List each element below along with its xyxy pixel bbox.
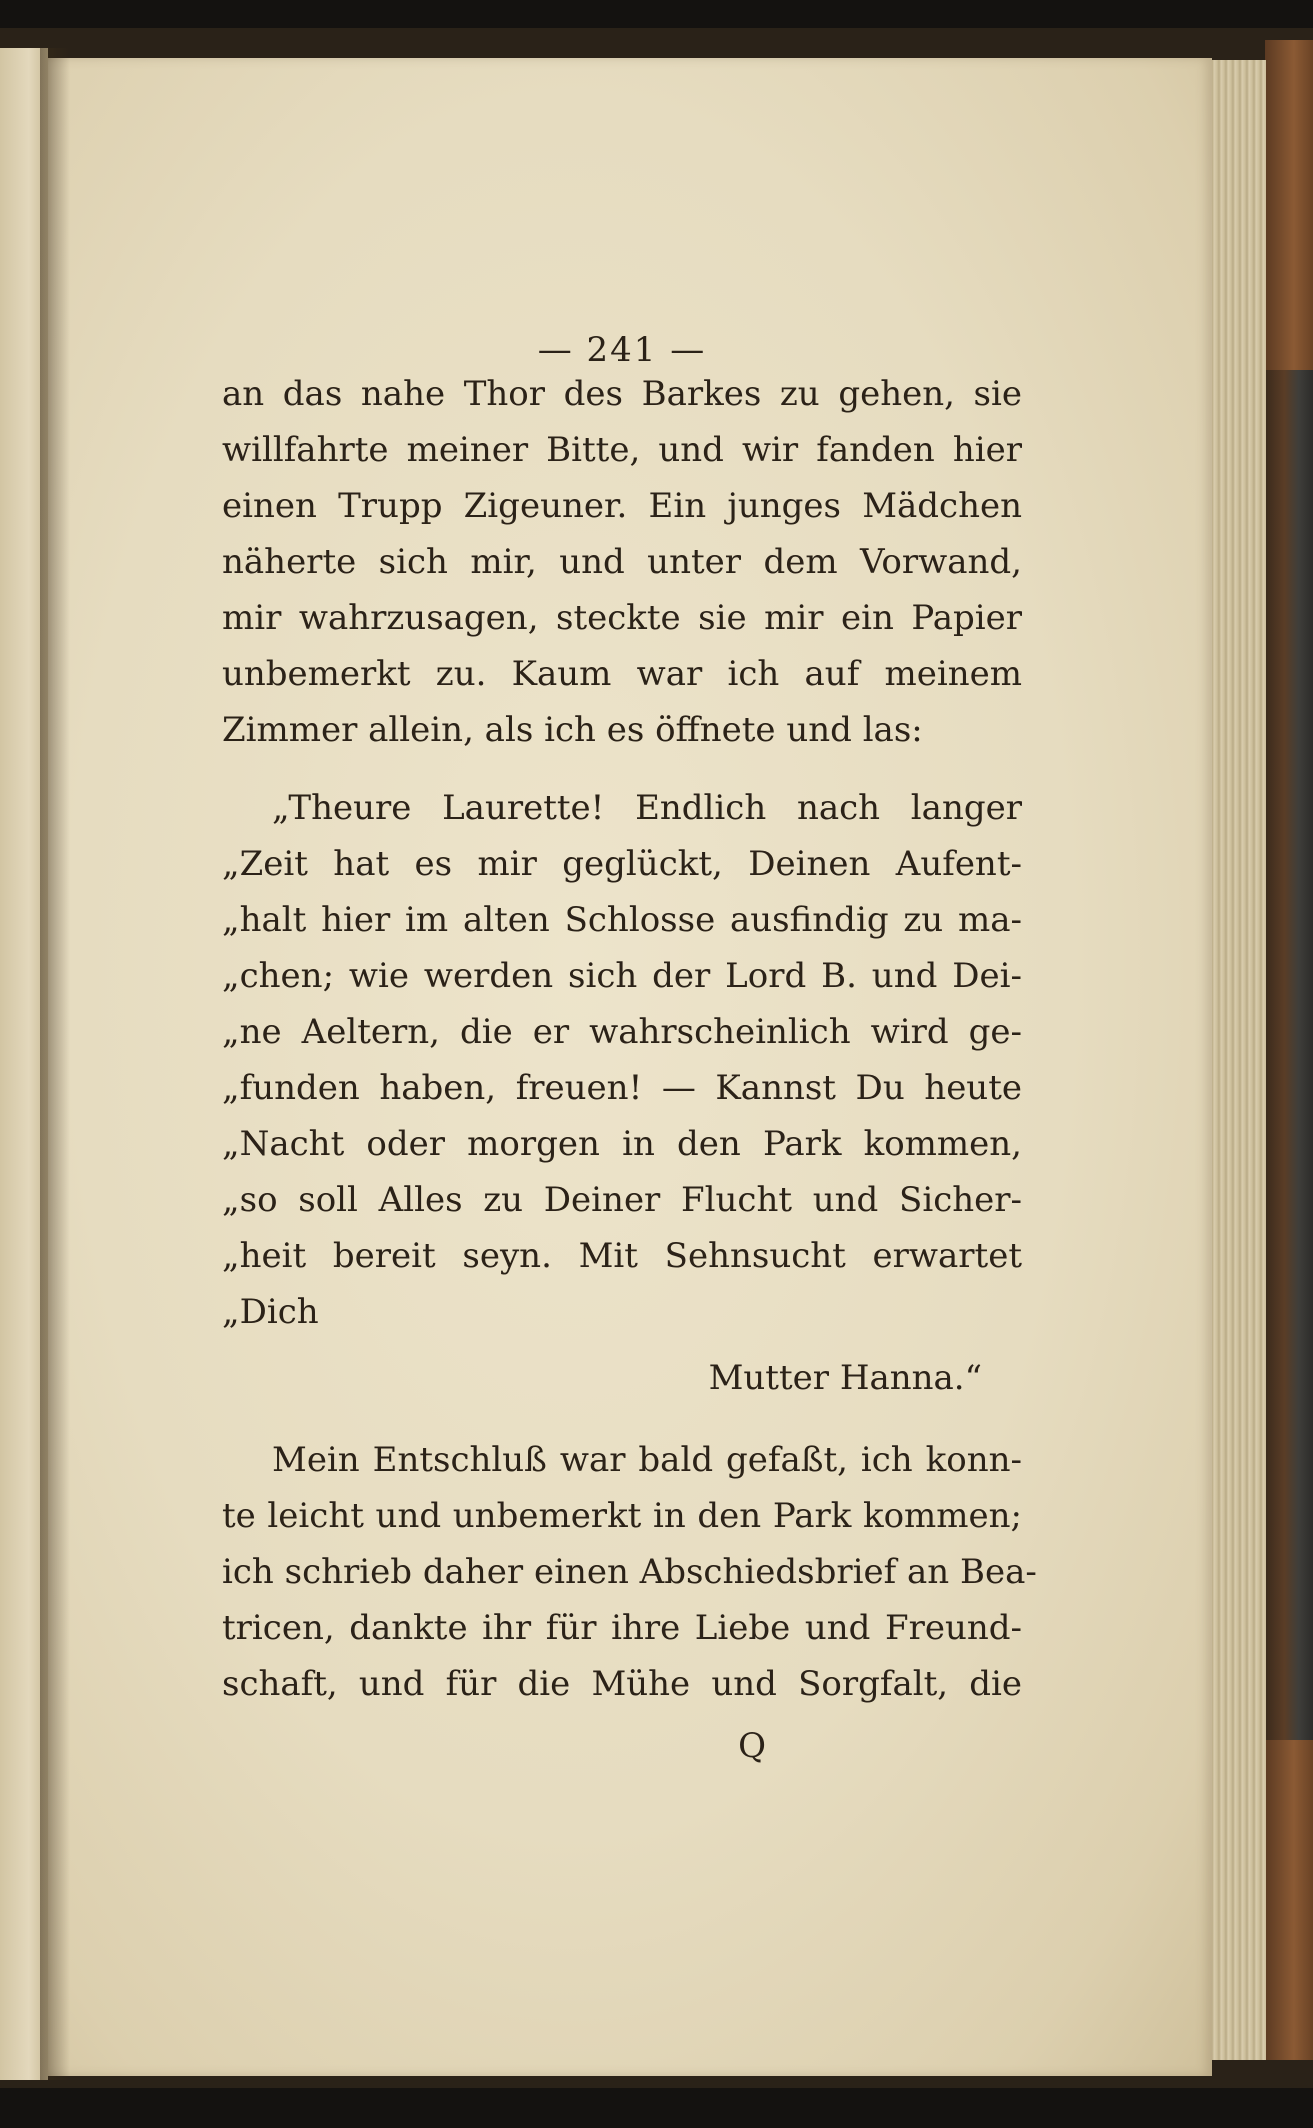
signature-mark: Q bbox=[738, 1726, 766, 1766]
text-line: schaft, und für die Mühe und Sorgfalt, die bbox=[222, 1664, 1022, 1704]
text-line: näherte sich mir, und unter dem Vorwand, bbox=[222, 542, 1022, 582]
text-line: ich schrieb daher einen Abschiedsbrief an Bea- bbox=[222, 1552, 1037, 1592]
letter-line: „chen; wie werden sich der Lord B. und Dei- bbox=[222, 956, 1022, 996]
cover-leather-corner-bottom bbox=[1265, 1740, 1313, 2060]
letter-line: „Nacht oder morgen in den Park kommen, bbox=[222, 1124, 1022, 1164]
text-line: mir wahrzusagen, steckte sie mir ein Papier bbox=[222, 598, 1022, 638]
text-line: Zimmer allein, als ich es öffnete und las: bbox=[222, 710, 923, 750]
cover-leather-corner-top bbox=[1265, 40, 1313, 370]
gutter-shadow bbox=[40, 48, 70, 2080]
text-line: einen Trupp Zigeuner. Ein junges Mädchen bbox=[222, 486, 1022, 526]
letter-line: „funden haben, freuen! — Kannst Du heute bbox=[222, 1068, 1022, 1108]
text-line: tricen, dankte ihr für ihre Liebe und Freund- bbox=[222, 1608, 1022, 1648]
letter-line: „halt hier im alten Schlosse ausfindig zu ma- bbox=[222, 900, 1022, 940]
letter-line: „ne Aeltern, die er wahrscheinlich wird ge- bbox=[222, 1012, 1022, 1052]
text-line: unbemerkt zu. Kaum war ich auf meinem bbox=[222, 654, 1022, 694]
letter-signature: Mutter Hanna.“ bbox=[708, 1358, 982, 1398]
letter-line: „Zeit hat es mir geglückt, Deinen Aufent- bbox=[222, 844, 1022, 884]
letter-line: „Theure Laurette! Endlich nach langer bbox=[272, 788, 1022, 828]
text-line: te leicht und unbemerkt in den Park kommen; bbox=[222, 1496, 1022, 1536]
letter-line: „Dich bbox=[222, 1292, 319, 1332]
letter-line: „so soll Alles zu Deiner Flucht und Sicher- bbox=[222, 1180, 1022, 1220]
text-line: an das nahe Thor des Barkes zu gehen, sie bbox=[222, 374, 1022, 414]
text-line: willfahrte meiner Bitte, und wir fanden hier bbox=[222, 430, 1022, 470]
page-number: — 241 — bbox=[537, 330, 707, 370]
letter-line: „heit bereit seyn. Mit Sehnsucht erwartet bbox=[222, 1236, 1022, 1276]
book-page bbox=[48, 58, 1212, 2076]
text-line: Mein Entschluß war bald gefaßt, ich konn- bbox=[272, 1440, 1022, 1480]
